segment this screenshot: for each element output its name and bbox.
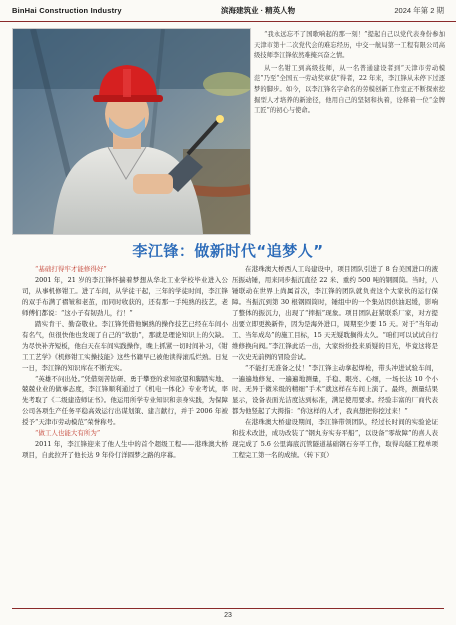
subheading: “做工人也能大有所为” <box>35 429 101 438</box>
publication-name: BinHai Construction Industry <box>12 6 122 15</box>
worker-photo-illustration <box>13 29 250 234</box>
paragraph: 2001 年，21 岁的李江锋怀揣着梦想从华北工业学校毕业进入公司，从事机修钳工。进了车间，从学徒干起，三年的学徒时间，李江锋的双手布满了褶皱和老茧，而同时收获的，还有那一手纯熟的技艺，老师傅们都说：“这小子有韧劲儿，行！” <box>22 275 228 317</box>
footer-divider <box>12 608 444 609</box>
paragraph: 在港珠澳大桥西人工岛建设中，项目团队引进了 8 台美国进口的液压振动锤，用来同步振沉直径 22 米、重约 500 吨的钢圆筒。当时，八锤联动在世界上尚属首次，李江锋的团队就负责这个大家伙的运行保障。当振沉到第 30 根钢圆筒时，锤组中的一个集站因供油迟缓，影响了整体的振沉力，出现了“摔振”现象。项目团队赶紧联系厂家，对方提出要立即更换新件，因为是海外进口，周期至少要 15 天。对于“当年动工、当年成岛”的施工目标，15 天无疑耽搁得太久。“咱们可以试试自行维修换向阀。”李江锋此话一出，大家纷纷投来质疑的目光，毕竟这将是一次史无前例的冒险尝试。 <box>232 265 438 361</box>
paragraph: 在港珠澳大桥建设期间，李江锋带领团队，经过长时间的实验论证和技术改进，成功改装了“钢丸夯实夯平船”，以设备“零故障”的喜人表现完成了 5.6 公里海底沉管隧道基础钢石夯平工作，取得岛隧工程单项工程完工第一名的成绩。（转下页） <box>232 418 438 460</box>
article-title: 李江锋：做新时代“追梦人” <box>132 242 324 260</box>
article-column-right <box>232 264 438 461</box>
intro-paragraph-2: 从一名钳工到高级技师，从一名普通建设者到“天津市劳动模范”乃至“全国五一劳动奖章获”得者，22 年来，李江锋从未停下过逐梦的脚步。如今，以李江锋名字命名的劳模创新工作室正不断探索挖掘型人才培养的新途径，他用自己的坚韧和执着，诠释着一位“金牌工匠”的初心与使命。 <box>254 64 445 115</box>
issue-label: 2024 年第 2 期 <box>394 6 444 15</box>
subheading: “基础打得牢才能修得好” <box>35 265 107 273</box>
page-header <box>0 0 456 22</box>
intro-paragraph-1: “我永远忘不了国歌响起的那一刻！”提起自己以党代表身份参加天津市第十二次党代会的难忘经历，中交一航局第一工程有限公司高级技师李江锋依然难掩兴奋之情。 <box>254 31 445 60</box>
paragraph: “英雄不问出处。”凭借刻苦钻研、勇于攀登的求知欲望和脚踏实地、兢兢业业的做事态度，李江锋顺利通过了《机电一体化》专业考试，率先考取了《二级建造师证书》。他运用所学专业知识和亲身实践，为保障公司各项生产任务平稳高效运行出谋划策、建言献行，并于 2006 年被授予“天津市劳动模范”荣誉称号。 <box>22 374 228 427</box>
paragraph: 2011 年，李江锋迎来了他人生中的首个超级工程——港珠澳大桥项目，自此拉开了他长达 9 年伶仃洋圆梦之路的序幕。 <box>22 440 228 460</box>
page-number: 23 <box>224 612 232 619</box>
intro-quote <box>254 30 445 119</box>
paragraph: “不能打无准备之仗！”李江锋主动拿起焊枪，带头冲进试验车间，一遍遍地修复、一遍遍地测量，手稳、眼亮、心细，一场长达 10 个小时、无异于微米级的精细“手术”就这样在车间上演了。最终，测量结果显示，设备表面光洁度达到标准，满足使用要求。经验丰富的厂商代表都为他竖起了大拇指：“你这样的人才，我真想把你挖过来！” <box>232 363 438 416</box>
portrait-photo <box>12 28 251 235</box>
article-column-left <box>22 264 228 461</box>
section-name: 滨海建筑业 · 精英人物 <box>221 6 296 15</box>
paragraph: 踏实肯干、勤奋敬业。李江锋凭借他娴熟的操作技艺已经在车间小有名气，但很快他也发现了自己的“软肋”，那就是理论知识上的欠缺。为尽快补齐短板，他白天在车间实践操作，晚上抓紧一切时间补习，《钳工工艺学》《机修钳工实操技能》这些书籍早已被他读得滚瓜烂熟。日复一日，李江锋的知识库在不断充实。 <box>22 319 228 372</box>
